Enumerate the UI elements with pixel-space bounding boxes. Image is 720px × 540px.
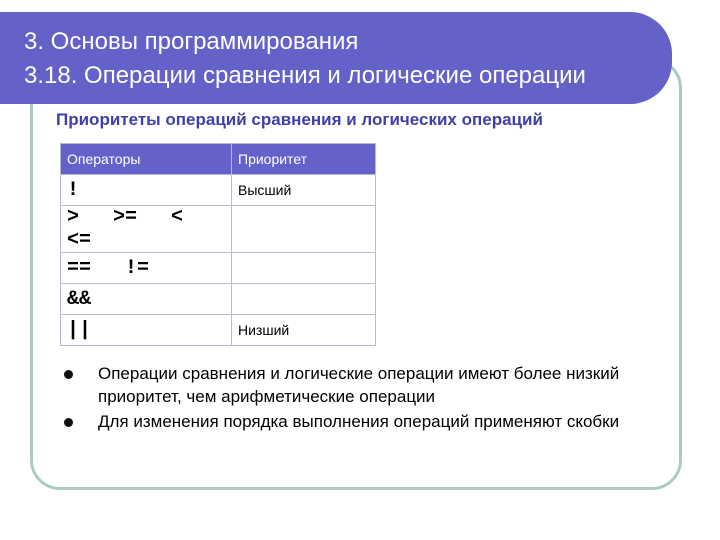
slide-title: 3.18. Операции сравнения и логические операции [24,62,586,89]
table-row [61,284,376,315]
header-priority: Приоритет [232,144,376,175]
operator-cell: > >= < <= [61,206,232,253]
table-row [61,175,376,206]
operator-cell: || [61,315,232,346]
table-row [61,253,376,284]
table-row [61,315,376,346]
list-item [62,362,662,408]
operators-table [60,143,376,346]
table-row [61,206,376,253]
header-operators: Операторы [61,144,232,175]
bullet-text: Операции сравнения и логические операции имеют более низкий приоритет, чем арифметические операции [98,364,620,406]
priority-cell [232,284,376,315]
list-item [62,410,662,433]
priority-cell [232,206,376,253]
operator-cell: && [61,284,232,315]
bullet-text: Для изменения порядка выполнения операций применяют скобки [98,412,620,431]
slide-subtitle: Приоритеты операций сравнения и логических операций [56,110,543,129]
bullet-dot-icon [64,370,73,379]
title-bar [0,12,672,104]
operator-cell: ! [61,175,232,206]
priority-cell [232,253,376,284]
operator-cell: == != [61,253,232,284]
bullet-dot-icon [64,418,73,427]
table-header-row [61,144,376,175]
section-title: 3. Основы программирования [24,28,359,55]
bullet-list [62,362,662,435]
priority-cell: Низший [232,315,376,346]
priority-cell: Высший [232,175,376,206]
